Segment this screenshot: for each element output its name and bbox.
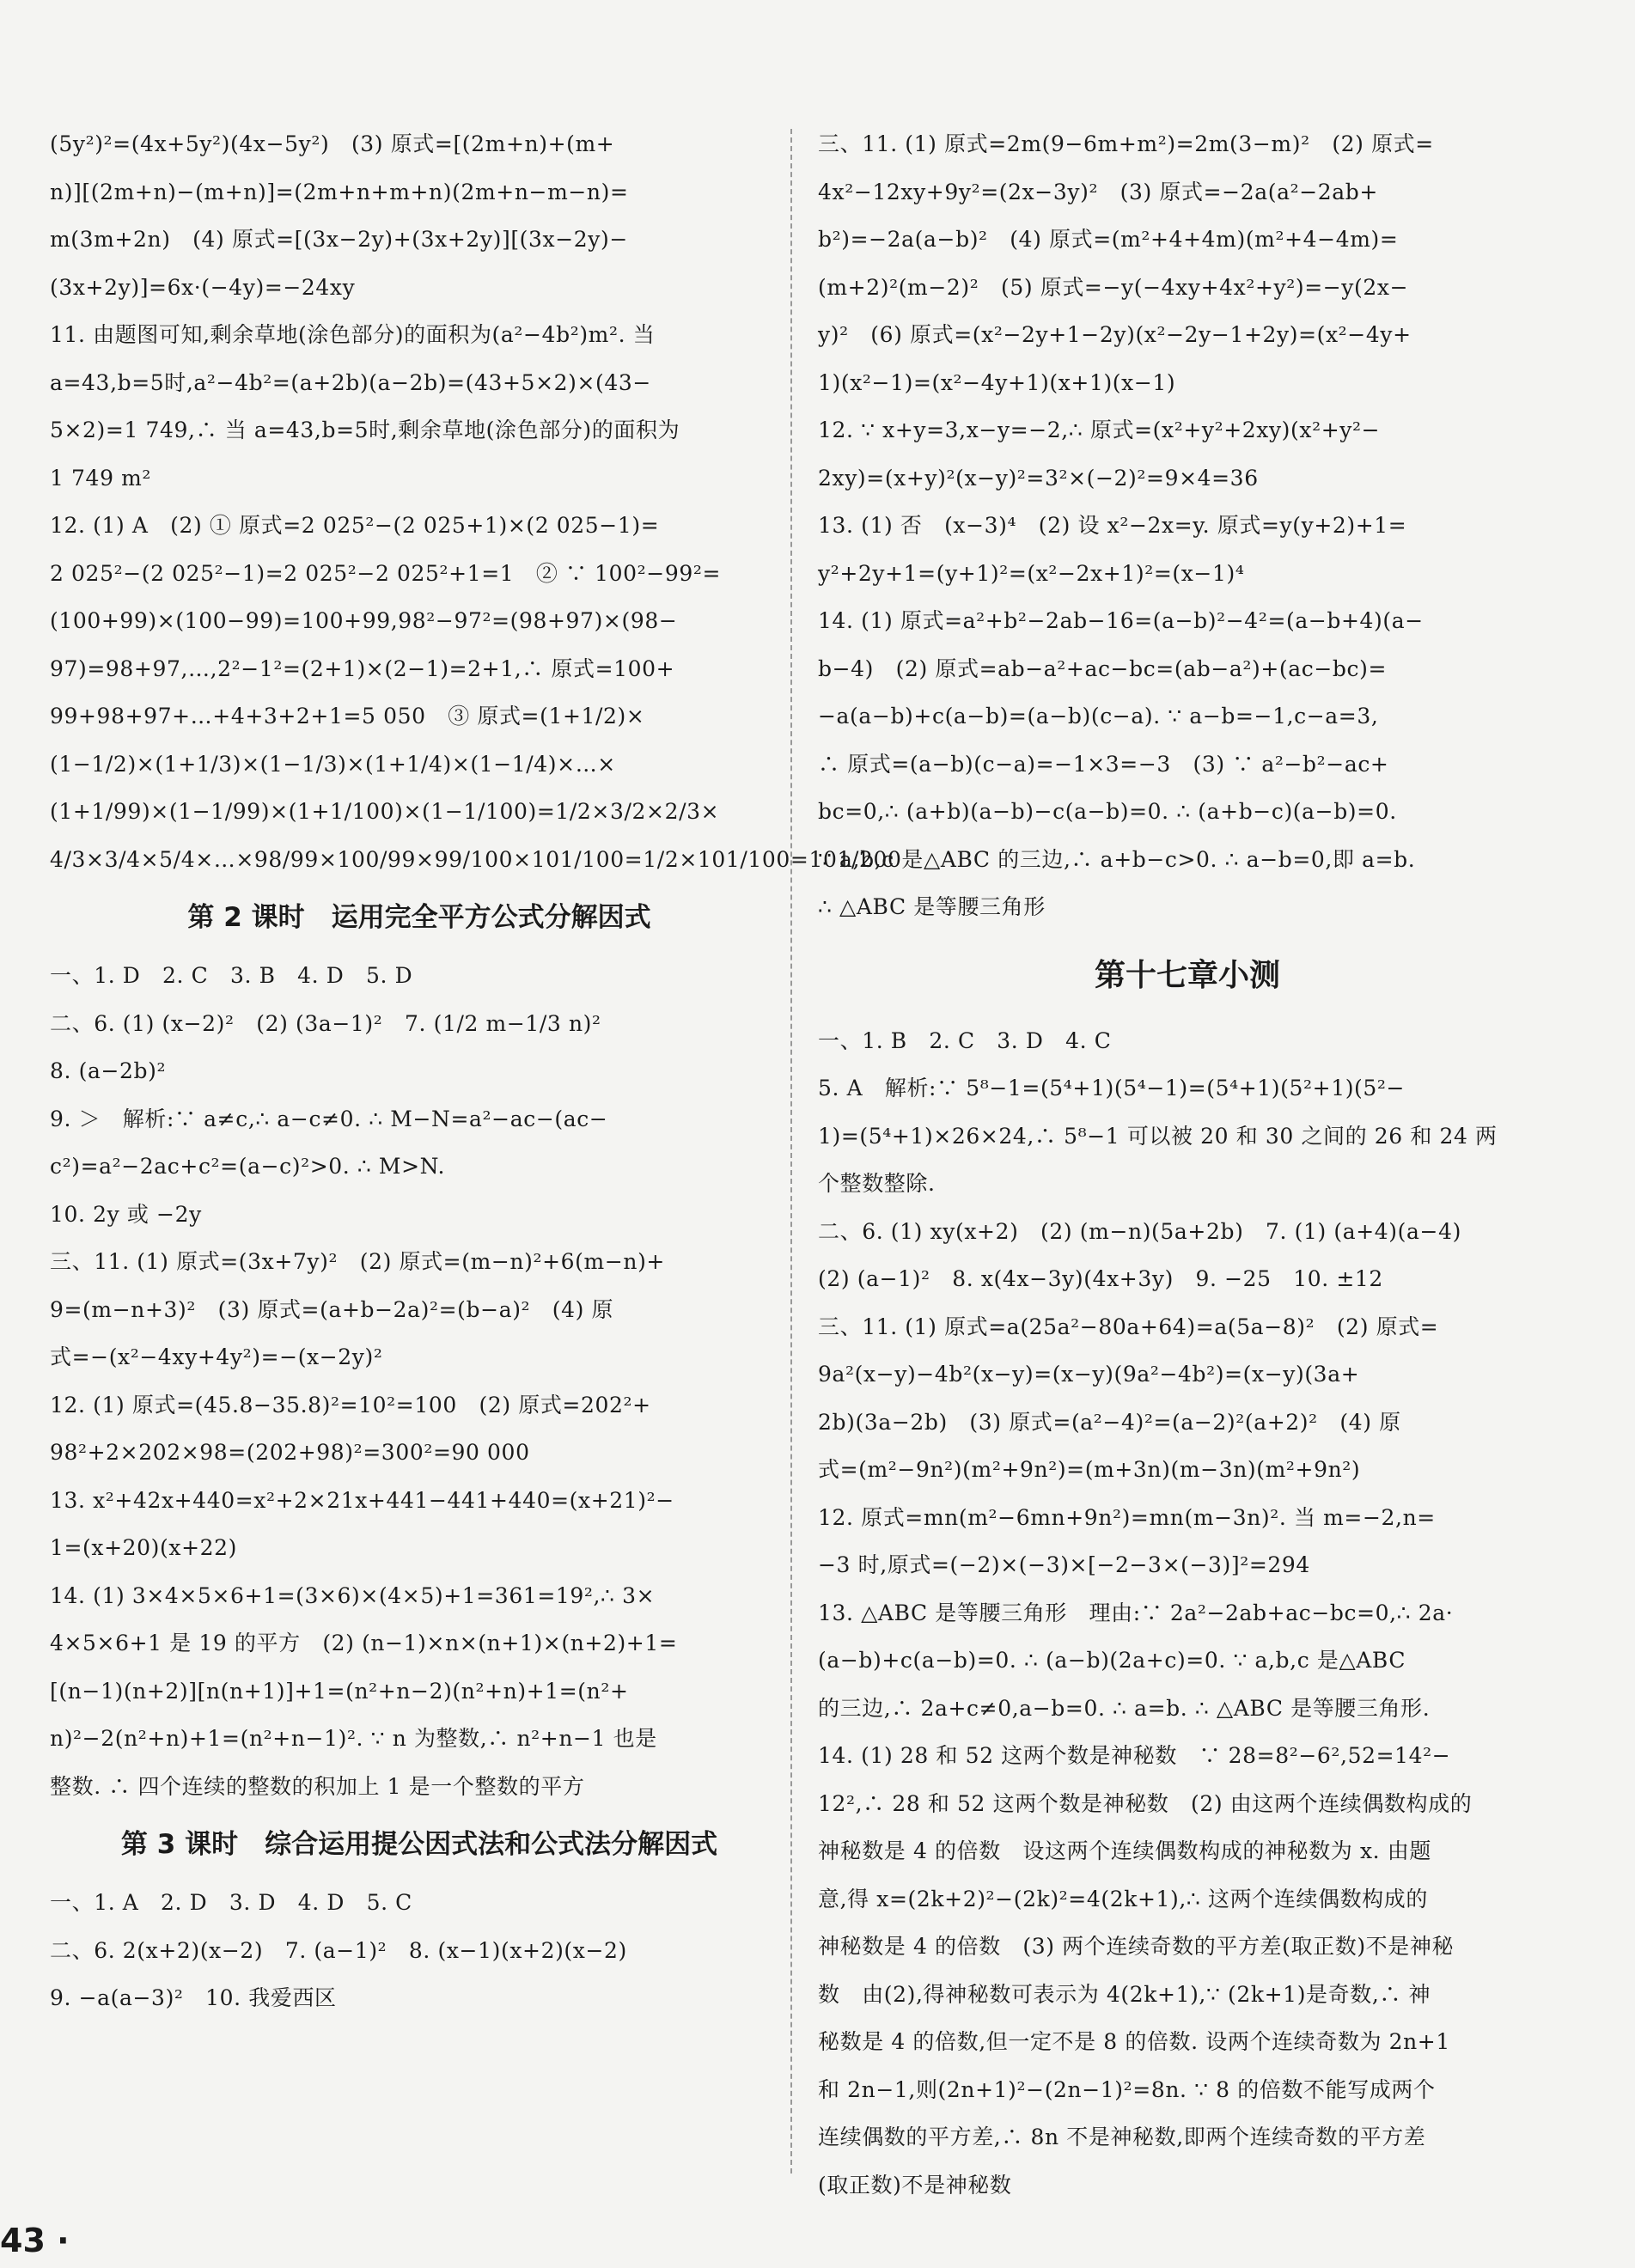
page-number: 43 ·: [0, 2222, 70, 2259]
answer-line: 连续偶数的平方差,∴ 8n 不是神秘数,即两个连续奇数的平方差: [818, 2125, 1426, 2149]
answer-line: 4/3×3/4×5/4×…×98/99×100/99×99/100×101/100=1/2×101/100=101/200: [50, 846, 902, 872]
answer-line: −a(a−b)+c(a−b)=(a−b)(c−a). ∵ a−b=−1,c−a=3,: [818, 704, 1379, 729]
answer-line: 9. −a(a−3)² 10. 我爱西区: [50, 1985, 337, 2010]
answer-line: (1−1/2)×(1+1/3)×(1−1/3)×(1+1/4)×(1−1/4)×…×: [50, 751, 616, 777]
section-title-lesson-2: 第 2 课时 运用完全平方公式分解因式: [187, 902, 651, 933]
answer-line: 和 2n−1,则(2n+1)²−(2n−1)²=8n. ∵ 8 的倍数不能写成两个: [818, 2076, 1436, 2102]
answer-line: (取正数)不是神秘数: [818, 2172, 1012, 2198]
answer-line: 三、11. (1) 原式=2m(9−6m+m²)=2m(3−m)² (2) 原式=: [818, 131, 1434, 156]
answer-line: (1+1/99)×(1−1/99)×(1+1/100)×(1−1/100)=1/2×3/2×2/3×: [50, 799, 720, 824]
answer-line: 二、6. 2(x+2)(x−2) 7. (a−1)² 8. (x−1)(x+2)(x−2): [50, 1937, 627, 1963]
answer-line: a=43,b=5时,a²−4b²=(a+2b)(a−2b)=(43+5×2)×(43−: [50, 369, 651, 395]
answer-line: 5. A 解析:∵ 5⁸−1=(5⁴+1)(5⁴−1)=(5⁴+1)(5²+1)(5²−: [818, 1076, 1406, 1100]
answer-line: 14. (1) 原式=a²+b²−2ab−16=(a−b)²−4²=(a−b+4)(a−: [818, 608, 1424, 633]
answer-line: (m+2)²(m−2)² (5) 原式=−y(−4xy+4x²+y²)=−y(2x−: [818, 274, 1409, 300]
answer-line: c²)=a²−2ac+c²=(a−c)²>0. ∴ M>N.: [50, 1154, 446, 1179]
answer-line: 2 025²−(2 025²−1)=2 025²−2 025²+1=1 ② ∵ 100²−99²=: [50, 560, 722, 586]
answer-line: 12. (1) A (2) ① 原式=2 025²−(2 025+1)×(2 025−1)=: [50, 513, 660, 538]
answer-line: n)][(2m+n)−(m+n)]=(2m+n+m+n)(2m+n−m−n)=: [50, 179, 629, 204]
answer-line: 12. (1) 原式=(45.8−35.8)²=10²=100 (2) 原式=202²+: [50, 1392, 651, 1418]
answer-line: 秘数是 4 的倍数,但一定不是 8 的倍数. 设两个连续奇数为 2n+1: [818, 2029, 1450, 2054]
answer-line: 1)(x²−1)=(x²−4y+1)(x+1)(x−1): [818, 369, 1176, 395]
answer-line: 2b)(3a−2b) (3) 原式=(a²−4)²=(a−2)²(a+2)² (4) 原: [818, 1409, 1401, 1435]
answer-line: 整数. ∴ 四个连续的整数的积加上 1 是一个整数的平方: [50, 1773, 585, 1799]
answer-line: 4x²−12xy+9y²=(2x−3y)² (3) 原式=−2a(a²−2ab+: [818, 179, 1378, 204]
answer-line: 99+98+97+…+4+3+2+1=5 050 ③ 原式=(1+1/2)×: [50, 704, 645, 729]
answer-line: 式=(m²−9n²)(m²+9n²)=(m+3n)(m−3n)(m²+9n²): [818, 1457, 1361, 1482]
answer-line: m(3m+2n) (4) 原式=[(3x−2y)+(3x+2y)][(3x−2y)−: [50, 227, 628, 252]
answer-line: (3x+2y)]=6x·(−4y)=−24xy: [50, 274, 356, 300]
answer-line: n)²−2(n²+n)+1=(n²+n−1)². ∵ n 为整数,∴ n²+n−1 也是: [50, 1726, 657, 1751]
answer-line: b−4) (2) 原式=ab−a²+ac−bc=(ab−a²)+(ac−bc)=: [818, 655, 1388, 681]
answer-line: 2xy)=(x+y)²(x−y)²=3²×(−2)²=9×4=36: [818, 465, 1259, 491]
answer-line: 式=−(x²−4xy+4y²)=−(x−2y)²: [50, 1344, 383, 1369]
answer-line: 4×5×6+1 是 19 的平方 (2) (n−1)×n×(n+1)×(n+2)+1=: [50, 1631, 678, 1655]
answer-line: 12. 原式=mn(m²−6mn+9n²)=mn(m−3n)². 当 m=−2,n=: [818, 1504, 1436, 1530]
answer-line: 一、1. B 2. C 3. D 4. C: [818, 1027, 1112, 1053]
answer-line: 数 由(2),得神秘数可表示为 4(2k+1),∵ (2k+1)是奇数,∴ 神: [818, 1981, 1431, 2007]
answer-line: 8. (a−2b)²: [50, 1058, 167, 1083]
answer-line: 97)=98+97,…,2²−1²=(2+1)×(2−1)=2+1,∴ 原式=100+: [50, 655, 675, 681]
answer-line: 5×2)=1 749,∴ 当 a=43,b=5时,剩余草地(涂色部分)的面积为: [50, 418, 680, 442]
answer-line: 1)=(5⁴+1)×26×24,∴ 5⁸−1 可以被 20 和 30 之间的 26 和 24 两: [818, 1123, 1498, 1149]
answer-line: 14. (1) 3×4×5×6+1=(3×6)×(4×5)+1=361=19²,∴ 3×: [50, 1582, 656, 1608]
answer-line: −3 时,原式=(−2)×(−3)×[−2−3×(−3)]²=294: [818, 1552, 1310, 1577]
answer-line: (5y²)²=(4x+5y²)(4x−5y²) (3) 原式=[(2m+n)+(m+: [50, 131, 615, 156]
answer-line: 13. (1) 否 (x−3)⁴ (2) 设 x²−2x=y. 原式=y(y+2)+1=: [818, 513, 1407, 538]
answer-line: 二、6. (1) (x−2)² (2) (3a−1)² 7. (1/2 m−1/3 n)²: [50, 1010, 601, 1036]
answer-line: 10. 2y 或 −2y: [50, 1201, 202, 1227]
right-column: [818, 120, 1557, 2209]
answer-line: b²)=−2a(a−b)² (4) 原式=(m²+4+4m)(m²+4−4m)=: [818, 227, 1399, 252]
answer-line: 13. △ABC 是等腰三角形 理由:∵ 2a²−2ab+ac−bc=0,∴ 2a·: [818, 1600, 1454, 1625]
answer-line: 1 749 m²: [50, 465, 152, 491]
column-divider: [790, 129, 792, 2174]
answer-line: 9a²(x−y)−4b²(x−y)=(x−y)(9a²−4b²)=(x−y)(3a+: [818, 1362, 1360, 1387]
answer-line: 12. ∵ x+y=3,x−y=−2,∴ 原式=(x²+y²+2xy)(x²+y²−: [818, 418, 1381, 442]
lesson-3-answers: [50, 1879, 789, 2022]
answer-line: [(n−1)(n+2)][n(n+1)]+1=(n²+n−2)(n²+n)+1=(n²+: [50, 1678, 629, 1704]
answer-line: 一、1. A 2. D 3. D 4. D 5. C: [50, 1890, 412, 1915]
answer-line: bc=0,∴ (a+b)(a−b)−c(a−b)=0. ∴ (a+b−c)(a−b)=0.: [818, 799, 1397, 824]
answer-line: 个整数整除.: [818, 1171, 936, 1196]
answer-line: 13. x²+42x+440=x²+2×21x+441−441+440=(x+21)²−: [50, 1487, 674, 1513]
answer-line: 神秘数是 4 的倍数 设这两个连续偶数构成的神秘数为 x. 由题: [818, 1838, 1431, 1863]
answer-line: 意,得 x=(2k+2)²−(2k)²=4(2k+1),∴ 这两个连续偶数构成的: [818, 1886, 1428, 1911]
answer-line: ∴ △ABC 是等腰三角形: [818, 894, 1046, 919]
answer-line: 三、11. (1) 原式=(3x+7y)² (2) 原式=(m−n)²+6(m−n)+: [50, 1249, 665, 1274]
answer-line: y²+2y+1=(y+1)²=(x²−2x+1)²=(x−1)⁴: [818, 560, 1245, 586]
answer-line: 的三边,∴ 2a+c≠0,a−b=0. ∴ a=b. ∴ △ABC 是等腰三角形.: [818, 1695, 1431, 1721]
right-answers-continued: [818, 120, 1557, 931]
chapter-quiz-title: 第十七章小测: [1094, 957, 1280, 993]
answer-line: 一、1. D 2. C 3. B 4. D 5. D: [50, 963, 413, 988]
answer-line: 98²+2×202×98=(202+98)²=300²=90 000: [50, 1440, 530, 1465]
answer-line: 1=(x+20)(x+22): [50, 1535, 237, 1560]
left-answers-continued: [50, 120, 902, 883]
answer-line: 二、6. (1) xy(x+2) (2) (m−n)(5a+2b) 7. (1) (a+4)(a−4): [818, 1218, 1461, 1244]
section-title-lesson-3: 第 3 课时 综合运用提公因式法和公式法分解因式: [120, 1829, 718, 1860]
answer-line: 12²,∴ 28 和 52 这两个数是神秘数 (2) 由这两个连续偶数构成的: [818, 1790, 1473, 1816]
answer-line: ∵ a,b,c 是△ABC 的三边,∴ a+b−c>0. ∴ a−b=0,即 a=b.: [818, 846, 1416, 872]
answer-line: y)² (6) 原式=(x²−2y+1−2y)(x²−2y−1+2y)=(x²−4y+: [818, 322, 1412, 347]
answer-line: 三、11. (1) 原式=a(25a²−80a+64)=a(5a−8)² (2) 原式=: [818, 1314, 1439, 1339]
answer-line: 9=(m−n+3)² (3) 原式=(a+b−2a)²=(b−a)² (4) 原: [50, 1296, 614, 1322]
answer-line: ∴ 原式=(a−b)(c−a)=−1×3=−3 (3) ∵ a²−b²−ac+: [818, 751, 1389, 777]
answer-line: (100+99)×(100−99)=100+99,98²−97²=(98+97)×(98−: [50, 608, 678, 633]
lesson-2-answers: [50, 952, 789, 1810]
answer-line: (a−b)+c(a−b)=0. ∴ (a−b)(2a+c)=0. ∵ a,b,c 是△ABC: [818, 1648, 1406, 1673]
answer-line: 9. ＞ 解析:∵ a≠c,∴ a−c≠0. ∴ M−N=a²−ac−(ac−: [50, 1106, 608, 1131]
chapter-quiz-answers: [818, 1017, 1557, 2210]
answer-line: 11. 由题图可知,剩余草地(涂色部分)的面积为(a²−4b²)m². 当: [50, 322, 656, 347]
answer-line: 14. (1) 28 和 52 这两个数是神秘数 ∵ 28=8²−6²,52=14²−: [818, 1743, 1451, 1768]
answer-line: (2) (a−1)² 8. x(4x−3y)(4x+3y) 9. −25 10. ±12: [818, 1266, 1383, 1291]
answer-line: 神秘数是 4 的倍数 (3) 两个连续奇数的平方差(取正数)不是神秘: [818, 1934, 1455, 1959]
